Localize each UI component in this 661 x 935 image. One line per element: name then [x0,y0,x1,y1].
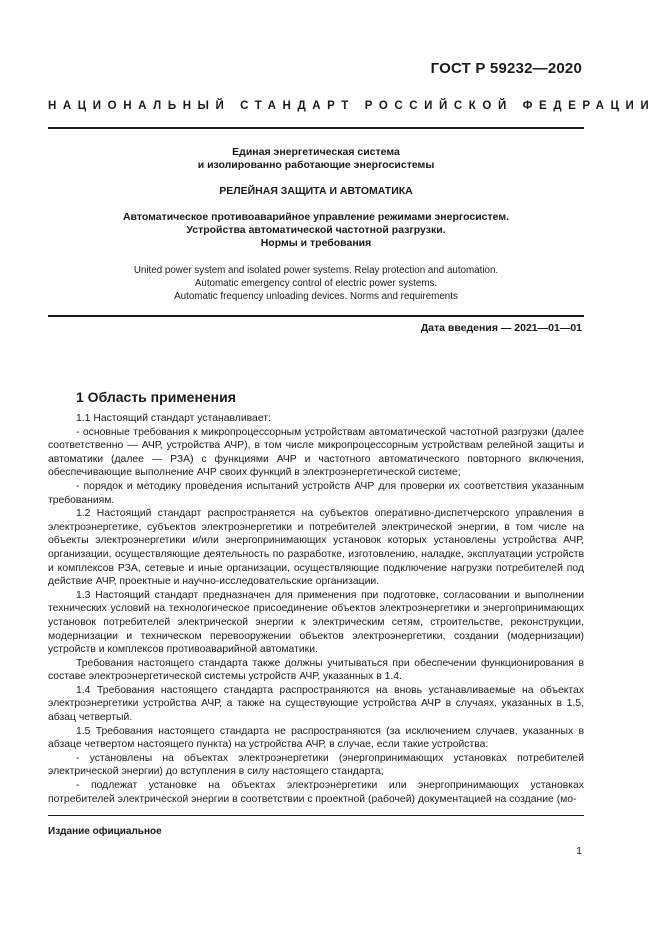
english-title-line2: Automatic emergency control of electric power systems. [194,278,438,289]
subtitle-line1: Автоматическое противоаварийное управление режимами энергосистем. [122,211,510,223]
system-title-line2: и изолированно работающие энергосистемы [197,159,435,171]
section-heading: 1 Область применения [76,389,236,405]
document-number: ГОСТ Р 59232—2020 [430,60,582,77]
paragraph: 1.2 Настоящий стандарт распространяется на субъектов оперативно-диспетчерского управления в электроэнергетике, субъектов электроэнергетики и потребителей электрической энергии, в том числе на объекты электроэнергетики и/или энергопринимающих установок которых установлены устройства АЧР, организации, осуществляющие деятельность по разработке, изготовлению, наладке, эксплуатации устройств и комплексов РЗА, сетевые и иные организации, осуществляющие подключение нагрузки потребителей под действие АЧР, проектные и научно-исследовательские организации. [48,508,584,588]
section-body [48,412,584,806]
paragraph: - подлежат установке на объектах электроэнергетики или энергопринимающих установках потребителей электрической энергии в соответствии с проектной (рабочей) документацией на создание (мо- [48,780,584,805]
bottom-rule [48,315,584,317]
paragraph: - порядок и методику проведения испытаний устройств АЧР для проверки их соответствия указанным требованиям. [48,480,584,506]
paragraph: 1.4 Требования настоящего стандарта распространяются на вновь устанавливаемые на объектах электроэнергетики устройства АЧР, а также на существующие устройства АЧР в случаях, указанных в 1.5, абзац четвертый. [48,684,584,724]
paragraph: - установлены на объектах электроэнергетики (энергопринимающих установках потребителей электрической энергии) до вступления в силу настоящего стандарта; [48,752,584,778]
paragraph: Требования настоящего стандарта также должны учитываться при обеспечении функционирования в составе электроэнергетической системы устройств АЧР, указанных в 1.4. [48,657,584,683]
paragraph: 1.5 Требования настоящего стандарта не распространяются (за исключением случаев, указанных в абзаце четвертом настоящего пункта) на устройства АЧР, в случае, если такие устройства: [48,725,584,751]
subtitle-line2: Устройства автоматической частотной разгрузки. [186,224,446,236]
section-title: РЕЛЕЙНАЯ ЗАЩИТА И АВТОМАТИКА [219,185,413,197]
english-title-line3: Automatic frequency unloading devices. Norms and requirements [174,291,458,302]
footer-rule [48,815,584,816]
official-edition-note: Издание официальное [48,826,162,837]
english-title-line1: United power system and isolated power systems. Relay protection and automation. [133,265,499,276]
introduction-date: Дата введения — 2021—01—01 [420,322,582,334]
paragraph: 1.3 Настоящий стандарт предназначен для применения при подготовке, согласовании и выполнении технических условий на технологическое присоединение объектов электроэнергетики и энергопринимающих установок потребителей электрической энергии к электрическим сетям, строительстве, реконструкции, модернизации и техническом перевооружении объектов электроэнергетики, создании (модернизации) устройств и комплексов противоаварийной автоматики. [48,589,584,656]
national-standard-heading: НАЦИОНАЛЬНЫЙ СТАНДАРТ РОССИЙСКОЙ ФЕДЕРАЦИИ [48,100,656,112]
paragraph: 1.1 Настоящий стандарт устанавливает: [76,413,271,424]
top-rule [48,127,584,129]
paragraph: - основные требования к микропроцессорным устройствам автоматической частотной разгрузки (далее соответственно — АЧР, устройства АЧР), в том числе микропроцессорным устройствам релейной защиты и автоматики (далее — РЗА) с функциями АЧР и частотного автоматического повторного включения, обеспечивающие выполнение АЧР своих функций в электроэнергетической системе; [48,426,584,479]
system-title-line1: Единая энергетическая система [232,146,400,158]
page-number: 1 [576,845,582,857]
subtitle-line3: Нормы и требования [260,237,372,249]
